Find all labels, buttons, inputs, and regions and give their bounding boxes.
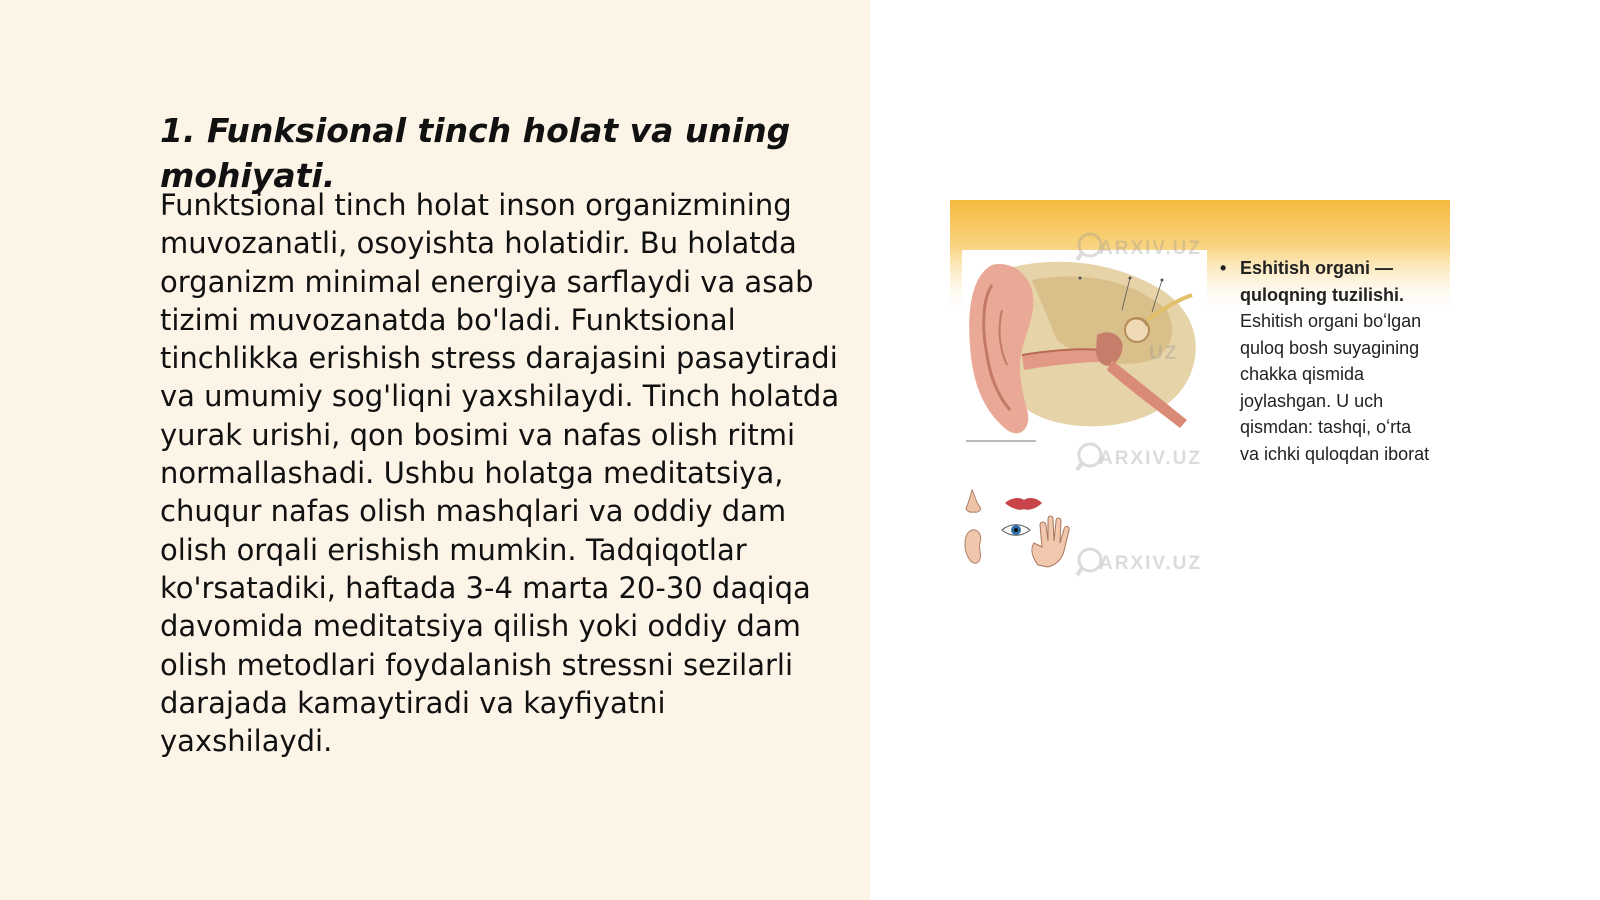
magnifier-icon	[1077, 549, 1101, 575]
caption-description: Eshitish organi boʻlgan quloq bosh suyagining chakka qismida joylashgan. U uch qismdan: tashqi, oʻrta va ichki quloqdan iborat	[1240, 311, 1430, 464]
watermark-text: ARXIV.UZ	[1099, 553, 1202, 574]
nose-icon	[966, 490, 981, 512]
ear-icon	[965, 530, 981, 563]
magnifier-icon	[1077, 444, 1101, 470]
eye-icon	[1002, 525, 1030, 536]
watermark-text: ARXIV.UZ	[1099, 238, 1202, 259]
caption-title: Eshitish organi — quloqning tuzilishi.	[1240, 258, 1404, 305]
slide-heading: 1. Funksional tinch holat va uning mohiyati.	[160, 111, 791, 195]
watermark-partial-text: UZ	[1149, 343, 1179, 364]
ear-structure-figure	[950, 200, 1450, 590]
magnifier-icon	[1077, 234, 1101, 260]
slide-body-text: Funktsional tinch holat inson organizmining muvozanatli, osoyishta holatidir. Bu holatda organizm minimal energiya sarflaydi va asab tizimi muvozanatda bo'ladi. Funktsional tinchlikka erishish stress darajasini pasaytiradi va umumiy sog'liqni yaxshilaydi. Tinch holatda yurak urishi, qon bosimi va nafas olish ritmi normallashadi. Ushbu holatga meditatsiya, chuqur nafas olish mashqlari va oddiy dam olish orqali erishish mumkin. Tadqiqotlar ko'rsatadiki, haftada 3-4 marta 20-30 daqiqa davomida meditatsiya qilish yoki oddiy dam olish metodlari foydalanish stressni sezilarli darajada kamaytiradi va kayfiyatni yaxshilaydi.	[160, 188, 840, 759]
figure-caption	[1220, 255, 1435, 467]
hand-icon	[1032, 516, 1069, 567]
watermark-arxiv-1	[1075, 230, 1210, 264]
lips-icon	[1005, 498, 1042, 510]
watermark-arxiv-partial	[1145, 335, 1205, 369]
watermark-arxiv-3	[1075, 545, 1210, 579]
caption-text	[1240, 255, 1435, 467]
senses-icons	[960, 485, 1075, 570]
watermark-arxiv-2	[1075, 440, 1210, 474]
bullet-marker: •	[1220, 258, 1227, 278]
watermark-text: ARXIV.UZ	[1099, 448, 1202, 469]
